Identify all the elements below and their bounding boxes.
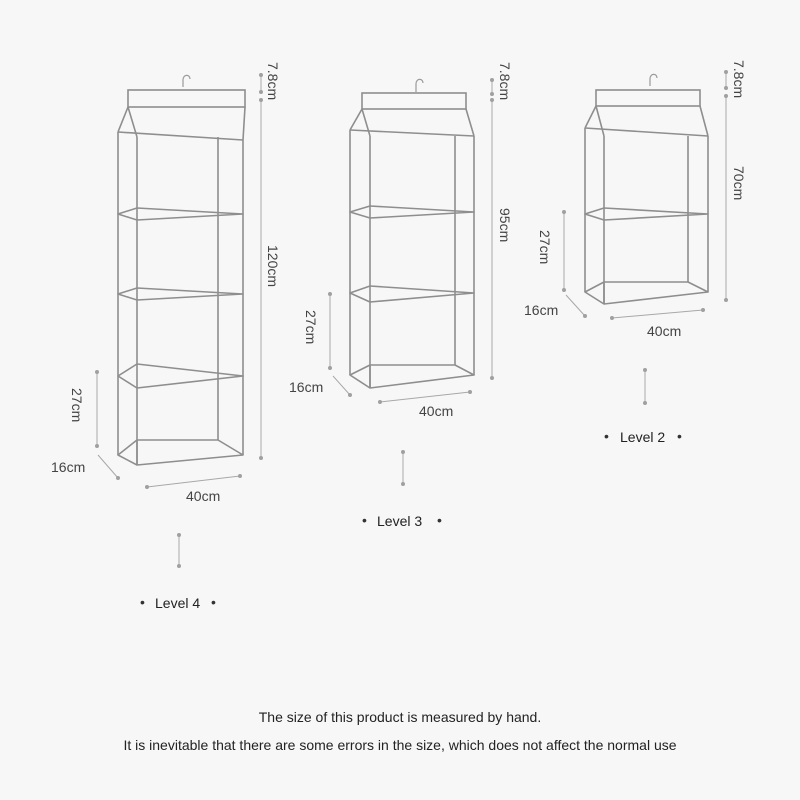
level-label: Level 4 bbox=[155, 595, 201, 611]
hanger-header bbox=[362, 93, 466, 109]
total-height-label: 120cm bbox=[265, 245, 281, 288]
hanger-hook-icon bbox=[416, 79, 423, 92]
bullet-icon: • bbox=[140, 594, 145, 610]
measurement-note: The size of this product is measured by hand. bbox=[258, 709, 542, 725]
width-label: 40cm bbox=[419, 403, 454, 419]
hanger-hook-icon bbox=[650, 74, 657, 86]
organizer-frame bbox=[118, 75, 245, 465]
depth-label: 16cm bbox=[51, 459, 86, 475]
organizer-level-4 bbox=[51, 62, 281, 611]
bullet-icon: • bbox=[211, 594, 216, 610]
bullet-icon: • bbox=[437, 512, 442, 528]
header-height-label: 7.8cm bbox=[265, 62, 281, 101]
width-label: 40cm bbox=[647, 323, 682, 339]
bullet-icon: • bbox=[362, 512, 367, 528]
organizer-frame bbox=[350, 79, 474, 388]
level-label: Level 2 bbox=[620, 429, 666, 445]
depth-label: 16cm bbox=[289, 379, 324, 395]
depth-label: 16cm bbox=[524, 302, 559, 318]
total-height-label: 95cm bbox=[497, 208, 513, 243]
hanger-header bbox=[128, 90, 245, 107]
shelf-height-label: 27cm bbox=[537, 230, 553, 265]
organizer-level-3 bbox=[289, 62, 513, 529]
total-height-label: 70cm bbox=[731, 166, 747, 201]
hanger-hook-icon bbox=[183, 75, 190, 87]
header-height-label: 7.8cm bbox=[497, 62, 513, 101]
bullet-icon: • bbox=[604, 428, 609, 444]
organizer-level-2 bbox=[524, 60, 747, 445]
organizer-frame bbox=[585, 74, 708, 304]
dimension-lines bbox=[328, 78, 494, 486]
error-disclaimer-note: It is inevitable that there are some errors in the size, which does not affect the normal use bbox=[123, 737, 677, 753]
level-label: Level 3 bbox=[377, 513, 423, 529]
hanger-header bbox=[596, 90, 700, 106]
shelf-height-label: 27cm bbox=[303, 310, 319, 345]
width-label: 40cm bbox=[186, 488, 221, 504]
bullet-icon: • bbox=[677, 428, 682, 444]
dimension-lines bbox=[95, 73, 263, 568]
header-height-label: 7.8cm bbox=[731, 60, 747, 99]
shelf-height-label: 27cm bbox=[69, 388, 85, 423]
